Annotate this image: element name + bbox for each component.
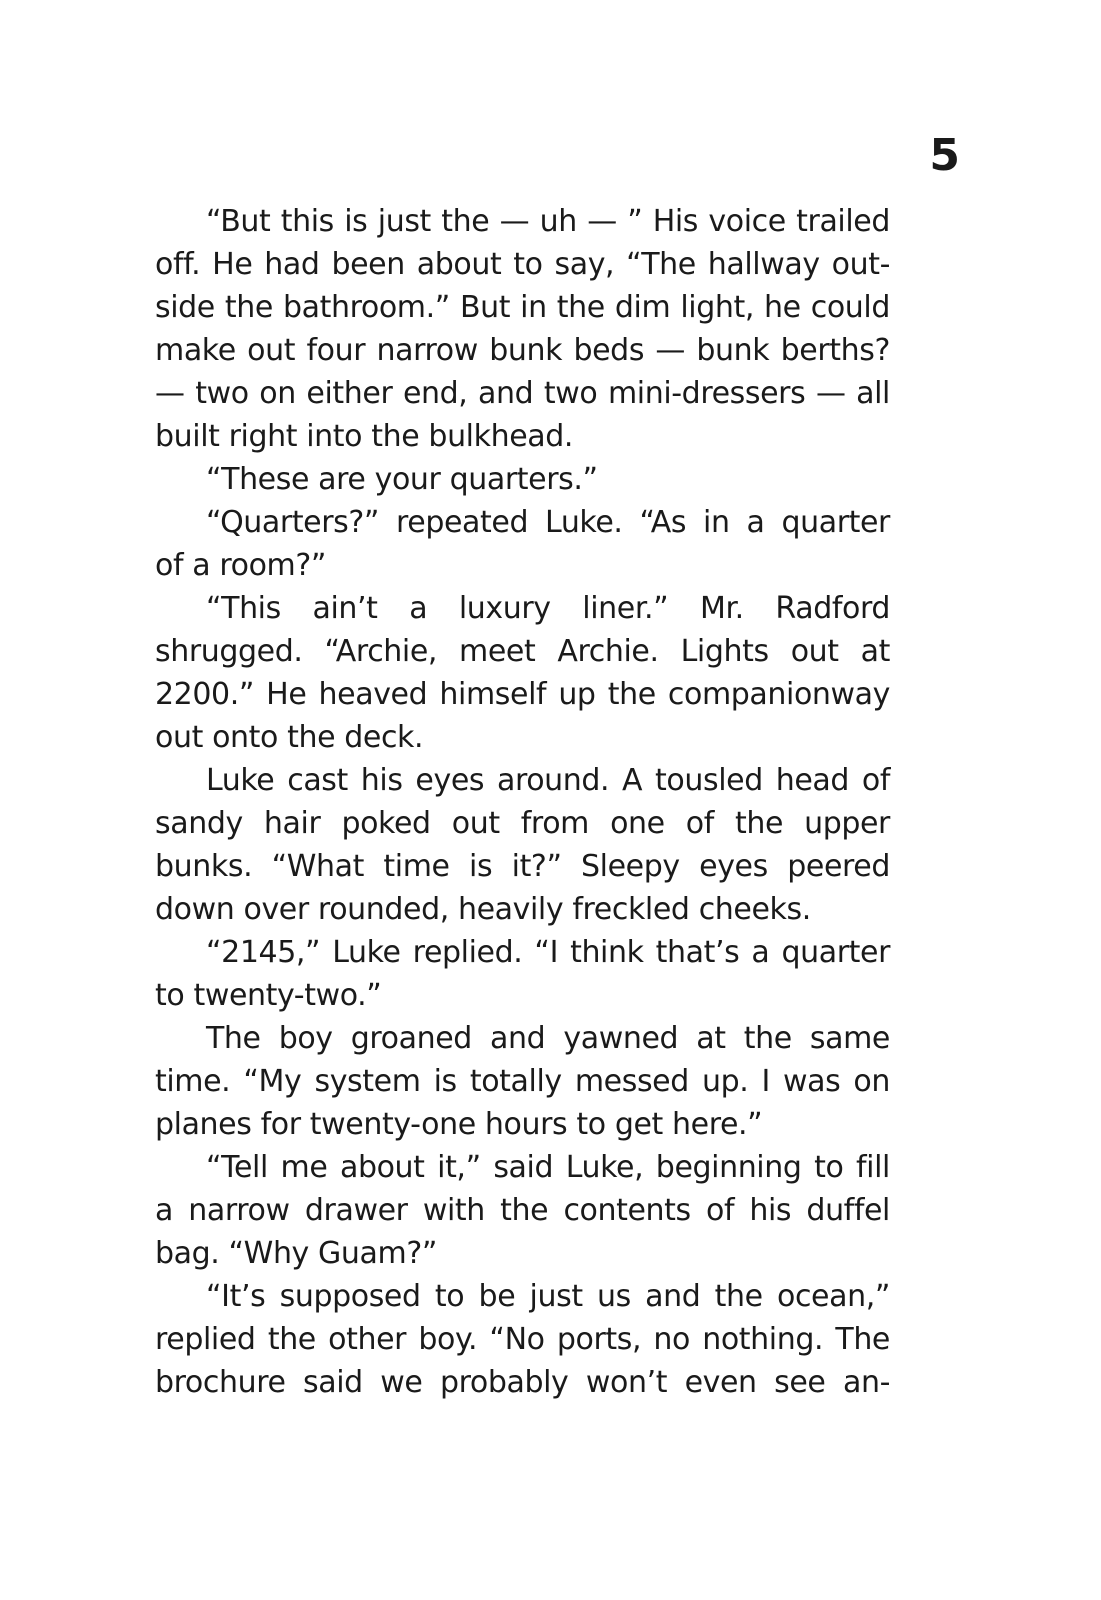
text-line: “2145,” Luke replied. “I think that’s a quarter xyxy=(206,935,890,970)
text-line: The boy groaned and yawned at the same xyxy=(206,1021,890,1056)
text-line: built right into the bulkhead. xyxy=(155,419,574,454)
text-line: of a room?” xyxy=(155,548,327,583)
text-line: 2200.” He heaved himself up the companionway xyxy=(155,677,890,712)
text-line: side the bathroom.” But in the dim light, he could xyxy=(155,290,890,325)
text-line: “These are your quarters.” xyxy=(206,462,598,497)
text-line: out onto the deck. xyxy=(155,720,424,755)
text-line: bag. “Why Guam?” xyxy=(155,1236,437,1271)
text-line: Luke cast his eyes around. A tousled head of xyxy=(206,763,890,798)
text-line: — two on either end, and two mini-dressers — all xyxy=(155,376,890,411)
text-line: off. He had been about to say, “The hallway out- xyxy=(155,247,890,282)
text-line: shrugged. “Archie, meet Archie. Lights out at xyxy=(155,634,890,669)
text-line: to twenty-two.” xyxy=(155,978,382,1013)
page-number: 5 xyxy=(929,130,960,181)
text-line: down over rounded, heavily freckled cheeks. xyxy=(155,892,811,927)
text-line: bunks. “What time is it?” Sleepy eyes peered xyxy=(155,849,890,884)
text-line: sandy hair poked out from one of the upper xyxy=(155,806,890,841)
text-line: a narrow drawer with the contents of his duffel xyxy=(155,1193,890,1228)
text-line: “Tell me about it,” said Luke, beginning to fill xyxy=(206,1150,890,1185)
text-line: “This ain’t a luxury liner.” Mr. Radford xyxy=(206,591,890,626)
text-line: “Quarters?” repeated Luke. “As in a quarter xyxy=(206,505,890,540)
text-line: planes for twenty-one hours to get here.” xyxy=(155,1107,763,1142)
body-text xyxy=(155,200,890,1404)
text-line: “But this is just the — uh — ” His voice trailed xyxy=(206,204,890,239)
text-line: brochure said we probably won’t even see an- xyxy=(155,1365,890,1400)
text-line: make out four narrow bunk beds — bunk berths? xyxy=(155,333,890,368)
text-line: time. “My system is totally messed up. I was on xyxy=(155,1064,890,1099)
text-line: “It’s supposed to be just us and the ocean,” xyxy=(206,1279,890,1314)
text-line: replied the other boy. “No ports, no nothing. The xyxy=(155,1322,890,1357)
